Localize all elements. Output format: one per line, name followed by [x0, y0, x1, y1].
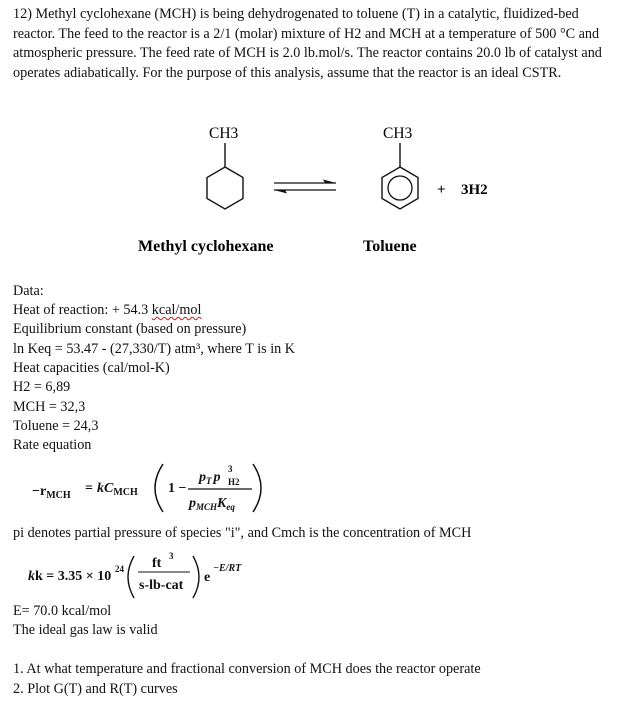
svg-text:=: = — [85, 481, 93, 496]
svg-text:e: e — [204, 570, 211, 585]
svg-text:1 −: 1 − — [168, 481, 187, 496]
cp-mch: MCH = 32,3 — [13, 399, 86, 415]
cp-toluene: Toluene = 24,3 — [13, 418, 99, 434]
hydrogen-product: 3H2 — [461, 182, 488, 198]
question-1: 1. At what temperature and fractional conversion of MCH does the reactor operate — [13, 661, 481, 677]
toluene-label: Toluene — [363, 238, 417, 255]
equilibrium-constant-label: Equilibrium constant (based on pressure) — [13, 321, 247, 337]
left-ch3-label: CH3 — [209, 125, 239, 142]
svg-text:H2: H2 — [228, 477, 240, 487]
problem-statement: 12) Methyl cyclohexane (MCH) is being dehydrogenated to toluene (T) in a catalytic, fluidized-bed reactor. The feed to the reactor is a 2/1 (molar) mixture of H2 and MCH at a temperature of 500 °C and atmospheric pressure. The feed rate of MCH is 2.0 lb.mol/s. The reactor contains 20.0 lb of catalyst and operates adiabatically. For the purpose of this analysis, assume that the reactor is an ideal CSTR. — [13, 6, 602, 81]
data-heading: Data: — [13, 283, 44, 299]
equilibrium-arrows — [274, 180, 336, 194]
svg-text:−rMCH: $-r_{MCH}$ — [32, 484, 71, 501]
heat-capacities-label: Heat capacities (cal/mol-K) — [13, 360, 170, 376]
svg-text:−E/RT: −E/RT — [213, 563, 242, 574]
heat-unit: kcal/mol — [151, 302, 202, 318]
k-expression — [0, 547, 620, 605]
reaction-scheme — [0, 110, 620, 260]
partial-pressure-note: pi denotes partial pressure of species "i", and Cmch is the concentration of MCH — [13, 525, 472, 541]
plus-sign: + — [437, 182, 446, 198]
svg-text:s-lb-cat: s-lb-cat — [139, 578, 184, 593]
svg-text:pTp: $p_T$ p — [199, 470, 221, 486]
heat-of-reaction: Heat of reaction: + 54.3 kcal/mol — [13, 302, 202, 318]
methylcyclohexane-label: Methyl cyclohexane — [138, 238, 274, 255]
rate-equation-label: Rate equation — [13, 437, 92, 453]
svg-text:ft: ft — [152, 556, 162, 571]
ideal-gas-law: The ideal gas law is valid — [13, 622, 158, 638]
svg-text:kk = 3.35 × 10: kk = 3.35 × 10 — [28, 569, 112, 584]
ln-keq-expression: ln Keq = 53.47 - (27,330/T) atm³, where T is in K — [13, 341, 296, 357]
svg-text:3: 3 — [228, 464, 233, 474]
right-ch3-label: CH3 — [383, 125, 413, 142]
cp-h2: H2 = 6,89 — [13, 379, 71, 395]
svg-text:pMCHKeq: $p_{MCH}K_{eq}$ — [189, 496, 235, 512]
svg-text:24: 24 — [115, 564, 124, 574]
question-2: 2. Plot G(T) and R(T) curves — [13, 681, 178, 697]
cyclohexane-ring — [207, 167, 243, 209]
activation-energy: E= 70.0 kcal/mol — [13, 603, 112, 619]
rate-expression — [0, 455, 620, 519]
svg-text:3: 3 — [169, 551, 174, 561]
svg-text:kCMCH: $kC_{MCH}$ — [97, 481, 138, 498]
